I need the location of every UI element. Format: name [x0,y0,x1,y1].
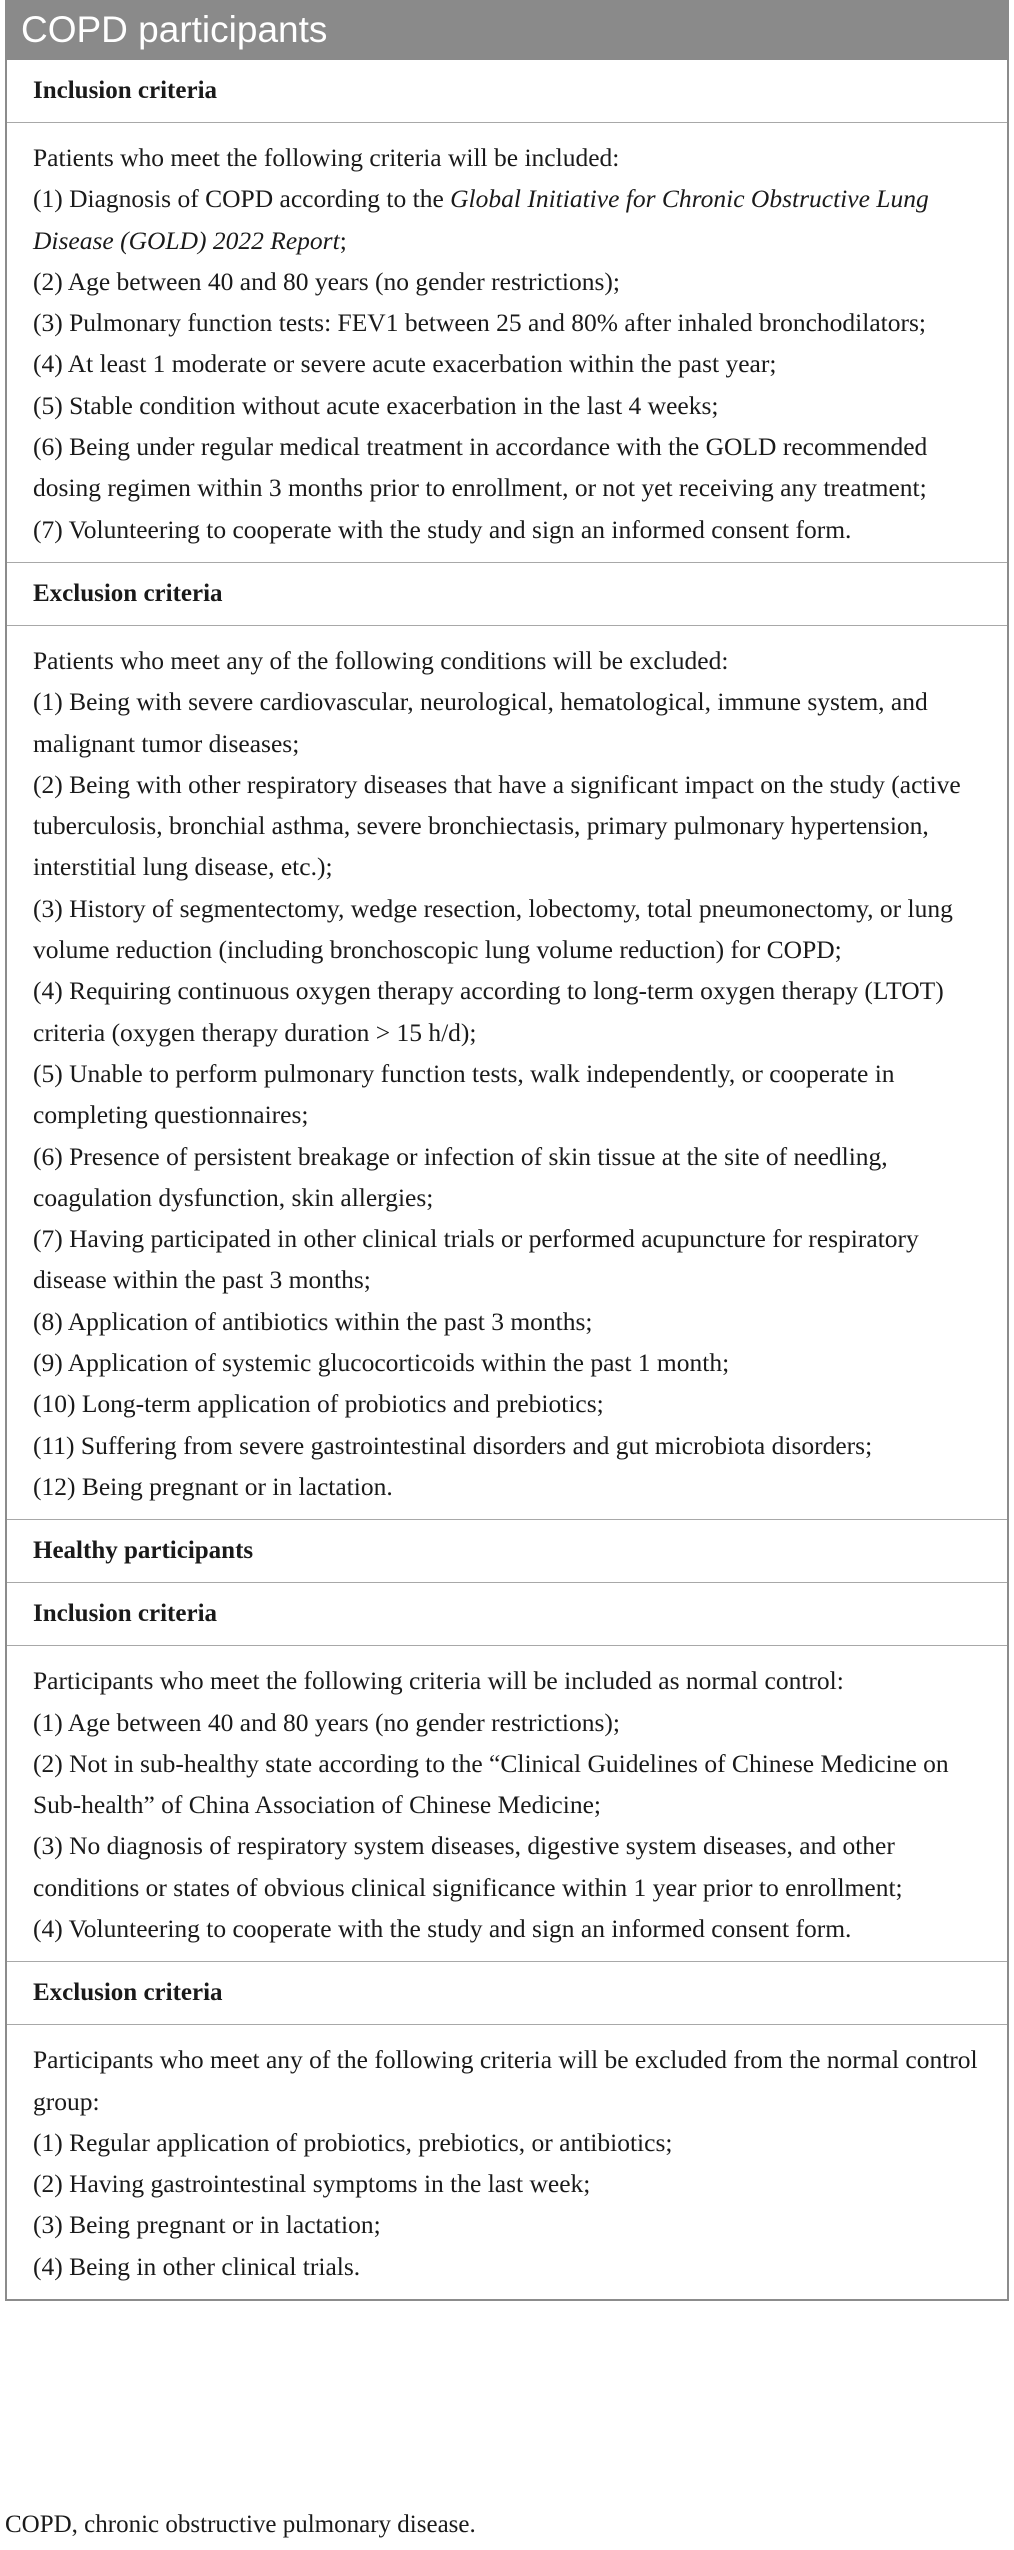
copd-exclusion-item: (6) Presence of persistent breakage or infection of skin tissue at the site of needling, coagulation dysfunction, skin allergies; [33,1141,888,1212]
copd-exclusion-body [7,625,1007,1519]
copd-inclusion-item-1: (1) Diagnosis of COPD according to the Global Initiative for Chronic Obstructive Lung Disease (GOLD) 2022 Report; [33,184,929,255]
copd-inclusion-item: (4) At least 1 moderate or severe acute exacerbation within the past year; [33,349,777,379]
healthy-inclusion-item: (2) Not in sub-healthy state according to the “Clinical Guidelines of Chinese Medicine on Sub-health” of China Association of Chinese Medicine; [33,1748,949,1820]
copd-exclusion-intro: Patients who meet any of the following conditions will be excluded: [33,645,729,675]
copd-inclusion-body [7,122,1007,562]
copd-exclusion-item: (7) Having participated in other clinical trials or performed acupuncture for respiratory disease within the past 3 months; [33,1224,919,1295]
healthy-exclusion-item: (1) Regular application of probiotics, prebiotics, or antibiotics; [33,2127,673,2157]
copd-exclusion-item: (8) Application of antibiotics within the past 3 months; [33,1306,593,1336]
healthy-exclusion-heading: Exclusion criteria [7,1961,1007,2024]
copd-inclusion-item: (7) Volunteering to cooperate with the study and sign an informed consent form. [33,514,852,544]
criteria-table [5,0,1009,2301]
healthy-exclusion-item: (4) Being in other clinical trials. [33,2251,361,2281]
copd-exclusion-item: (12) Being pregnant or in lactation. [33,1471,393,1501]
healthy-inclusion-body [7,1645,1007,1961]
copd-inclusion-item: (3) Pulmonary function tests: FEV1 between 25 and 80% after inhaled bronchodilators; [33,308,926,338]
table-title: COPD participants [5,0,1009,60]
copd-exclusion-item: (2) Being with other respiratory diseases that have a significant impact on the study (active tuberculosis, bronchial asthma, severe bronchiectasis, primary pulmonary hypertension, interstitial lung disease, etc.); [33,769,961,882]
copd-inclusion-heading: Inclusion criteria [33,77,218,104]
copd-exclusion-item: (9) Application of systemic glucocorticoids within the past 1 month; [33,1348,730,1378]
healthy-exclusion-item: (3) Being pregnant or in lactation; [33,2210,381,2240]
healthy-inclusion-item: (3) No diagnosis of respiratory system diseases, digestive system diseases, and other conditions or states of obvious clinical significance within 1 year prior to enrollment; [33,1831,903,1902]
copd-exclusion-heading: Exclusion criteria [7,562,1007,625]
healthy-participants-heading: Healthy participants [7,1519,1007,1582]
healthy-inclusion-intro: Participants who meet the following criteria will be included as normal control: [33,1666,844,1696]
copd-exclusion-item: (3) History of segmentectomy, wedge resection, lobectomy, total pneumonectomy, or lung volume reduction (including bronchoscopic lung volume reduction) for COPD; [33,893,953,965]
copd-exclusion-item: (11) Suffering from severe gastrointestinal disorders and gut microbiota disorders; [33,1430,873,1460]
healthy-exclusion-intro: Participants who meet any of the following criteria will be excluded from the normal control group: [33,2045,978,2116]
copd-inclusion-item: (6) Being under regular medical treatment in accordance with the GOLD recommended dosing regimen within 3 months prior to enrollment, or not yet receiving any treatment; [33,432,928,503]
healthy-exclusion-body [7,2024,1007,2299]
healthy-inclusion-item: (1) Age between 40 and 80 years (no gender restrictions); [33,1707,621,1737]
healthy-exclusion-item: (2) Having gastrointestinal symptoms in the last week; [33,2169,591,2199]
copd-exclusion-item: (10) Long-term application of probiotics and prebiotics; [33,1389,604,1419]
table-footnote: COPD, chronic obstructive pulmonary disease. [5,2511,476,2538]
copd-inclusion-intro: Patients who meet the following criteria will be included: [33,143,620,172]
healthy-inclusion-item: (4) Volunteering to cooperate with the study and sign an informed consent form. [33,1913,852,1943]
copd-inclusion-item: (5) Stable condition without acute exacerbation in the last 4 weeks; [33,390,719,420]
gold-report-title: Global Initiative for Chronic Obstructive Lung Disease (GOLD) 2022 Report [33,184,929,255]
copd-exclusion-item: (1) Being with severe cardiovascular, neurological, hematological, immune system, and malignant tumor diseases; [33,687,928,758]
copd-inclusion-item: (2) Age between 40 and 80 years (no gender restrictions); [33,266,621,296]
healthy-inclusion-heading: Inclusion criteria [7,1582,1007,1645]
copd-exclusion-item: (4) Requiring continuous oxygen therapy according to long-term oxygen therapy (LTOT) criteria (oxygen therapy duration > 15 h/d); [33,976,944,1047]
copd-exclusion-item: (5) Unable to perform pulmonary function tests, walk independently, or cooperate in completing questionnaires; [33,1058,895,1130]
